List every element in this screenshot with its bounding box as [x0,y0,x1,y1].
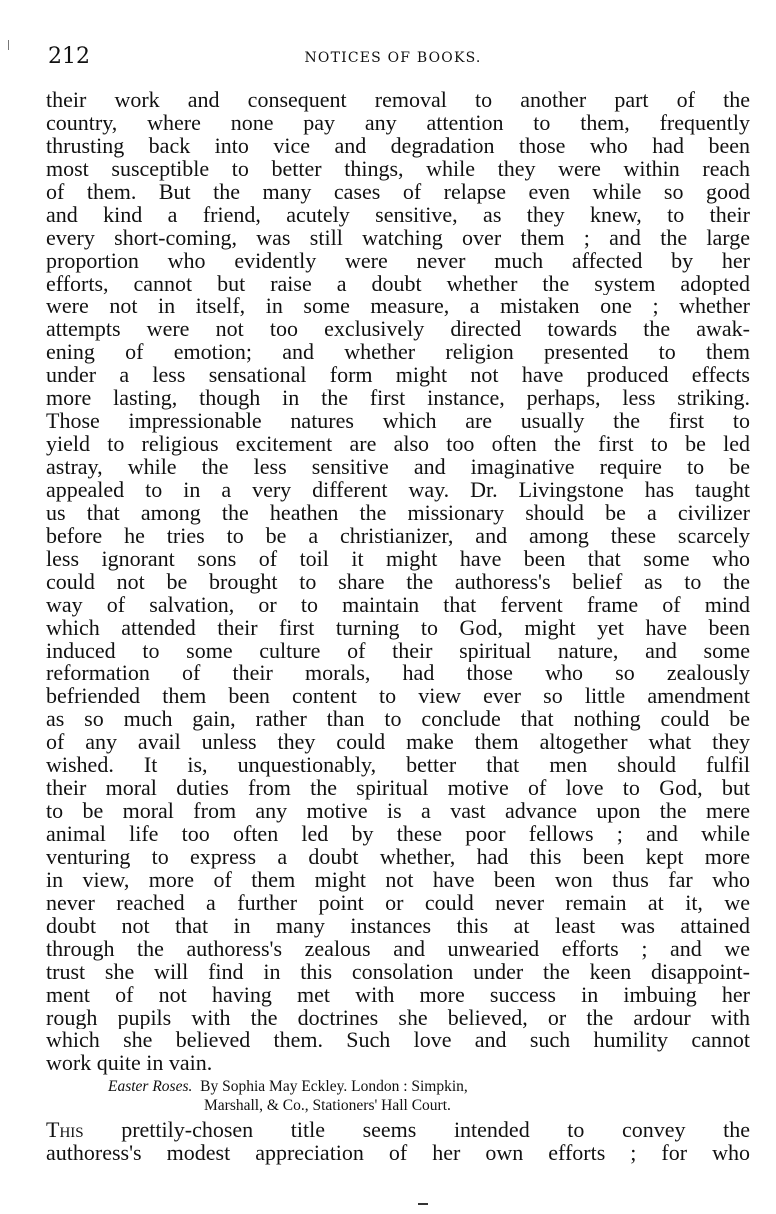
text-line: as so much gain, rather than to conclude that nothing could be [46,708,750,732]
text-line: efforts, cannot but raise a doubt whether the system adopted [46,272,750,296]
text-line: and kind a friend, acutely sensitive, as they knew, to their [46,203,750,227]
text-line: yield to religious excitement are also too often the first to be led [46,433,750,456]
text-line: attempts were not too exclusively directed towards the awak- [46,318,750,342]
citation-details: By Sophia May Eckley. London : Simpkin, [200,1078,468,1096]
text-line: Those impressionable natures which are usually the first to [46,410,750,434]
text-line: to be moral from any motive is a vast advance upon the mere [46,800,750,823]
text-line: through the authoress's zealous and unwearied efforts ; and we [46,937,750,961]
text-line: way of salvation, or to maintain that fervent frame of mind [46,593,750,617]
page-header [48,44,738,74]
body-text [46,89,750,1165]
text-line: less ignorant sons of toil it might have been that some who [46,547,750,571]
running-head: NOTICES OF BOOKS. [304,50,482,66]
text-line: were not in itself, in some measure, a mistaken one ; whether [46,295,750,319]
text-line: animal life too often led by these poor fellows ; and while [46,823,750,846]
text-line: under a less sensational form might not have produced effects [46,364,750,388]
text-line: ment of not having met with more success in imbuing her [46,983,750,1007]
text-line: trust she will find in this consolation under the keen disappoint- [46,960,750,984]
margin-mark [8,40,9,50]
review-paragraph [46,1119,750,1165]
citation-title: Easter Roses. [108,1078,193,1096]
book-citation [46,1077,750,1115]
text-line: rough pupils with the doctrines she believed, or the ardour with [46,1006,750,1030]
text-line: their moral duties from the spiritual motive of love to God, but [46,777,750,801]
text-line: us that among the heathen the missionary should be a civilizer [46,501,750,525]
text-line: wished. It is, unquestionably, better that men should fulfil [46,754,750,778]
citation-line [46,1077,750,1096]
text-line: which she believed them. Such love and such humility cannot [46,1029,750,1053]
text-line: of them. But the many cases of relapse even while so good [46,180,750,204]
text-line: most susceptible to better things, while they were within reach [46,157,750,181]
text-line: country, where none pay any attention to them, frequently [46,111,750,135]
text-line: could not be brought to share the authoress's belief as to the [46,570,750,594]
text-line: their work and consequent removal to another part of the [46,89,750,112]
text-line: proportion who evidently were never much affected by her [46,249,750,273]
text-line: doubt not that in many instances this at least was attained [46,914,750,938]
bottom-mark [418,1203,428,1205]
text-line: of any avail unless they could make them altogether what they [46,731,750,755]
paragraph [46,89,750,1075]
text-line: every short-coming, was still watching over them ; and the large [46,226,750,250]
review-first-word: This [46,1119,84,1143]
text-line: venturing to express a doubt whether, had this been kept more [46,845,750,869]
review-line-rest: prettily-chosen title seems intended to convey the [121,1119,750,1143]
text-line: ening of emotion; and whether religion presented to them [46,341,750,365]
text-line: more lasting, though in the first instance, perhaps, less striking. [46,387,750,411]
text-line: appealed to in a very different way. Dr. Livingstone has taught [46,478,750,502]
text-line: which attended their first turning to God, might yet have been [46,616,750,640]
text-line: thrusting back into vice and degradation those who had been [46,134,750,158]
text-line: authoress's modest appreciation of her own efforts ; for who [46,1142,750,1166]
text-line: induced to some culture of their spiritual nature, and some [46,639,750,663]
text-line: astray, while the less sensitive and imaginative require to be [46,456,750,479]
text-line: never reached a further point or could never remain at it, we [46,891,750,915]
page-number: 212 [48,44,90,69]
citation-line: Marshall, & Co., Stationers' Hall Court. [204,1097,451,1115]
text-line: reformation of their morals, had those who so zealously [46,662,750,686]
text-line: befriended them been content to view ever so little amendment [46,685,750,709]
text-line: before he tries to be a christianizer, and among these scarcely [46,524,750,548]
text-line [46,1119,750,1142]
text-line: work quite in vain. [46,1052,213,1076]
text-line: in view, more of them might not have been won thus far who [46,868,750,892]
